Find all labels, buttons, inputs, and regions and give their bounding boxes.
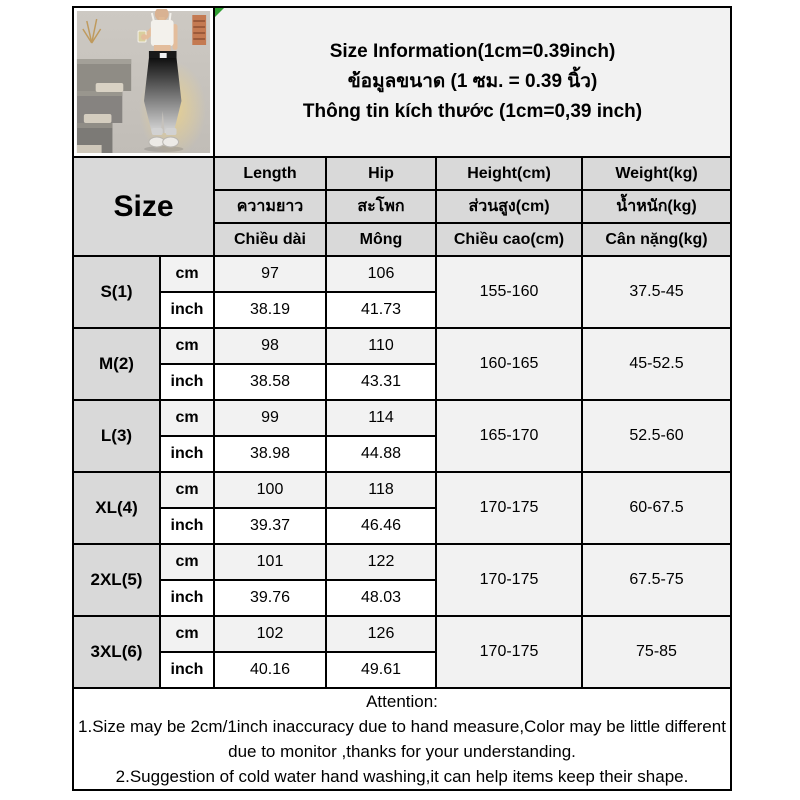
floor-shadow: [144, 146, 183, 152]
col-hip-en: Hip: [326, 157, 436, 190]
hip-cm-value: 110: [326, 328, 436, 364]
title-english: Size Information(1cm=0.39inch): [329, 41, 616, 62]
weight-value: 45-52.5: [582, 328, 731, 400]
unit-inch: inch: [160, 364, 214, 400]
hip-cm-value: 126: [326, 616, 436, 652]
col-length-th: ความยาว: [214, 190, 326, 223]
right-cuff: [166, 128, 177, 135]
title-vietnamese: Thông tin kích thước (1cm=0,39 inch): [302, 101, 643, 122]
white-crop-top: [151, 20, 174, 46]
right-sneaker: [163, 137, 179, 147]
size-label-3xl6: 3XL(6): [73, 616, 160, 688]
size-label-m2: M(2): [73, 328, 160, 400]
hip-cm-value: 122: [326, 544, 436, 580]
hip-inch-value: 41.73: [326, 292, 436, 328]
col-height-vi: Chiều cao(cm): [436, 223, 582, 256]
title-cell: [214, 7, 731, 157]
unit-cm: cm: [160, 400, 214, 436]
weight-value: 60-67.5: [582, 472, 731, 544]
length-cm-value: 100: [214, 472, 326, 508]
title-thai: ข้อมูลขนาด (1 ซม. = 0.39 นิ้ว): [347, 71, 598, 92]
green-corner-marker-icon: [215, 8, 224, 17]
height-value: 165-170: [436, 400, 582, 472]
unit-cm: cm: [160, 616, 214, 652]
hip-cm-value: 114: [326, 400, 436, 436]
col-length-en: Length: [214, 157, 326, 190]
col-hip-th: สะโพก: [326, 190, 436, 223]
length-inch-value: 40.16: [214, 652, 326, 688]
waist-tag: [160, 53, 167, 58]
weight-value: 75-85: [582, 616, 731, 688]
length-cm-value: 99: [214, 400, 326, 436]
table-row: [73, 400, 731, 436]
hip-inch-value: 46.46: [326, 508, 436, 544]
weight-value: 37.5-45: [582, 256, 731, 328]
col-weight-vi: Cân nặng(kg): [582, 223, 731, 256]
hip-inch-value: 44.88: [326, 436, 436, 472]
col-weight-th: น้ำหนัก(kg): [582, 190, 731, 223]
weight-value: 52.5-60: [582, 400, 731, 472]
length-cm-value: 102: [214, 616, 326, 652]
length-cm-value: 98: [214, 328, 326, 364]
weight-value: 67.5-75: [582, 544, 731, 616]
height-value: 170-175: [436, 544, 582, 616]
table-row: [73, 472, 731, 508]
length-inch-value: 38.19: [214, 292, 326, 328]
table-row: [73, 616, 731, 652]
unit-inch: inch: [160, 436, 214, 472]
length-inch-value: 38.58: [214, 364, 326, 400]
height-value: 170-175: [436, 472, 582, 544]
length-inch-value: 39.76: [214, 580, 326, 616]
header-row-english: [73, 157, 731, 190]
banner-row: [73, 7, 731, 157]
attention-row: [73, 688, 731, 790]
hip-inch-value: 49.61: [326, 652, 436, 688]
length-cm-value: 101: [214, 544, 326, 580]
attention-heading: Attention:: [366, 692, 438, 711]
unit-inch: inch: [160, 652, 214, 688]
col-length-vi: Chiều dài: [214, 223, 326, 256]
hip-cm-value: 118: [326, 472, 436, 508]
unit-cm: cm: [160, 544, 214, 580]
unit-cm: cm: [160, 256, 214, 292]
size-label-l3: L(3): [73, 400, 160, 472]
size-table: [72, 6, 732, 791]
size-label-xl4: XL(4): [73, 472, 160, 544]
hip-inch-value: 43.31: [326, 364, 436, 400]
col-height-en: Height(cm): [436, 157, 582, 190]
height-value: 155-160: [436, 256, 582, 328]
hip-cm-value: 106: [326, 256, 436, 292]
hip-inch-value: 48.03: [326, 580, 436, 616]
col-hip-vi: Mông: [326, 223, 436, 256]
model-photo-illustration: [74, 9, 213, 155]
length-cm-value: 97: [214, 256, 326, 292]
table-row: [73, 256, 731, 292]
wall-hanging: [192, 15, 206, 45]
unit-inch: inch: [160, 580, 214, 616]
attention-box: [73, 688, 731, 790]
unit-inch: inch: [160, 292, 214, 328]
product-photo-cell: [73, 7, 214, 157]
table-row: [73, 328, 731, 364]
col-weight-en: Weight(kg): [582, 157, 731, 190]
size-label-2xl5: 2XL(5): [73, 544, 160, 616]
unit-inch: inch: [160, 508, 214, 544]
attention-note-2: 2.Suggestion of cold water hand washing,it can help items keep their shape.: [115, 767, 689, 786]
product-photo: [74, 9, 213, 155]
attention-note-1: 1.Size may be 2cm/1inch inaccuracy due to hand measure,Color may be little different due to monitor ,thanks for your understanding.: [78, 717, 726, 761]
size-info-sheet: [72, 6, 732, 791]
table-row: [73, 544, 731, 580]
size-label-s1: S(1): [73, 256, 160, 328]
length-inch-value: 38.98: [214, 436, 326, 472]
height-value: 170-175: [436, 616, 582, 688]
height-value: 160-165: [436, 328, 582, 400]
unit-cm: cm: [160, 472, 214, 508]
unit-cm: cm: [160, 328, 214, 364]
size-header: Size: [73, 157, 214, 256]
col-height-th: ส่วนสูง(cm): [436, 190, 582, 223]
left-cuff: [152, 128, 163, 135]
length-inch-value: 39.37: [214, 508, 326, 544]
